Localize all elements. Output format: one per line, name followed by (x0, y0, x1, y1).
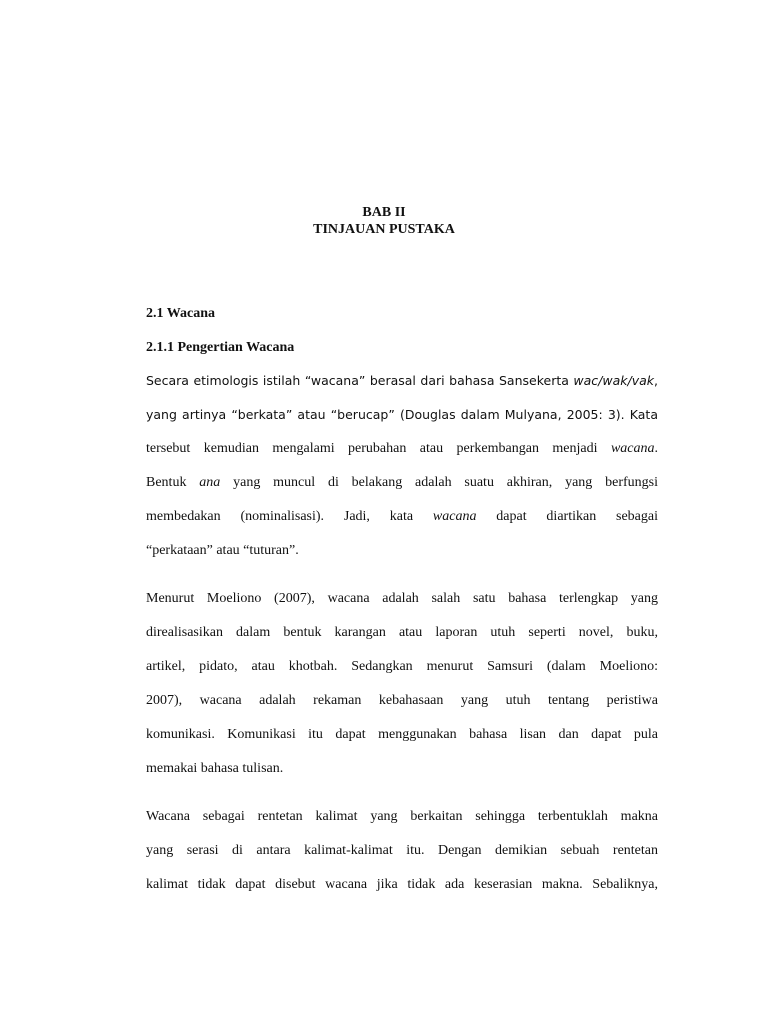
paragraph-line: Menurut Moeliono (2007), wacana adalah salah satu bahasa terlengkap yang (146, 591, 658, 606)
paragraph-sentence-series (146, 800, 658, 902)
section-heading-2-1: 2.1 Wacana (146, 306, 215, 321)
paragraph-line (146, 364, 658, 398)
paragraph-line: “perkataan” atau “tuturan”. (146, 543, 299, 558)
paragraph-line: yang serasi di antara kalimat-kalimat itu. Dengan demikian sebuah rentetan (146, 843, 658, 858)
italic-term: ana (199, 475, 221, 490)
paragraph-line: Wacana sebagai rentetan kalimat yang berkaitan sehingga terbentuklah makna (146, 809, 658, 824)
paragraph-line: memakai bahasa tulisan. (146, 761, 284, 776)
text-run: , (654, 373, 658, 388)
italic-term: wacana (610, 441, 655, 456)
text-run: Bentuk (146, 475, 200, 490)
paragraph-line: artikel, pidato, atau khotbah. Sedangkan menurut Samsuri (dalam Moeliono: (146, 659, 658, 674)
text-run: Secara etimologis istilah “wacana” berasal dari bahasa Sansekerta (146, 373, 574, 388)
text-run: yang muncul di belakang adalah suatu akhiran, yang berfungsi (220, 475, 659, 490)
chapter-number: BAB II (362, 205, 406, 220)
paragraph-line (146, 466, 658, 500)
paragraph-line: direalisasikan dalam bentuk karangan atau laporan utuh seperti novel, buku, (146, 625, 658, 640)
text-run: . (654, 441, 658, 456)
paragraph-moeliono (146, 582, 658, 786)
paragraph-line: kalimat tidak dapat disebut wacana jika tidak ada keserasian makna. Sebaliknya, (146, 877, 658, 892)
italic-term: wacana (432, 509, 477, 524)
subsection-heading-2-1-1: 2.1.1 Pengertian Wacana (146, 340, 295, 355)
paragraph-line (146, 500, 658, 534)
paragraph-line (146, 432, 658, 466)
paragraph-line: yang artinya “berkata” atau “berucap” (Douglas dalam Mulyana, 2005: 3). Kata (146, 407, 658, 422)
text-run: tersebut kemudian mengalami perubahan atau perkembangan menjadi (146, 441, 611, 456)
text-run: dapat diartikan sebagai (476, 509, 658, 524)
paragraph-line: komunikasi. Komunikasi itu dapat menggunakan bahasa lisan dan dapat pula (146, 727, 658, 742)
chapter-title: TINJAUAN PUSTAKA (313, 222, 455, 237)
paragraph-line: 2007), wacana adalah rekaman kebahasaan yang utuh tentang peristiwa (146, 693, 658, 708)
italic-term: wac/wak/vak (573, 373, 655, 388)
text-run: membedakan (nominalisasi). Jadi, kata (146, 509, 433, 524)
paragraph-etymology (146, 364, 658, 568)
